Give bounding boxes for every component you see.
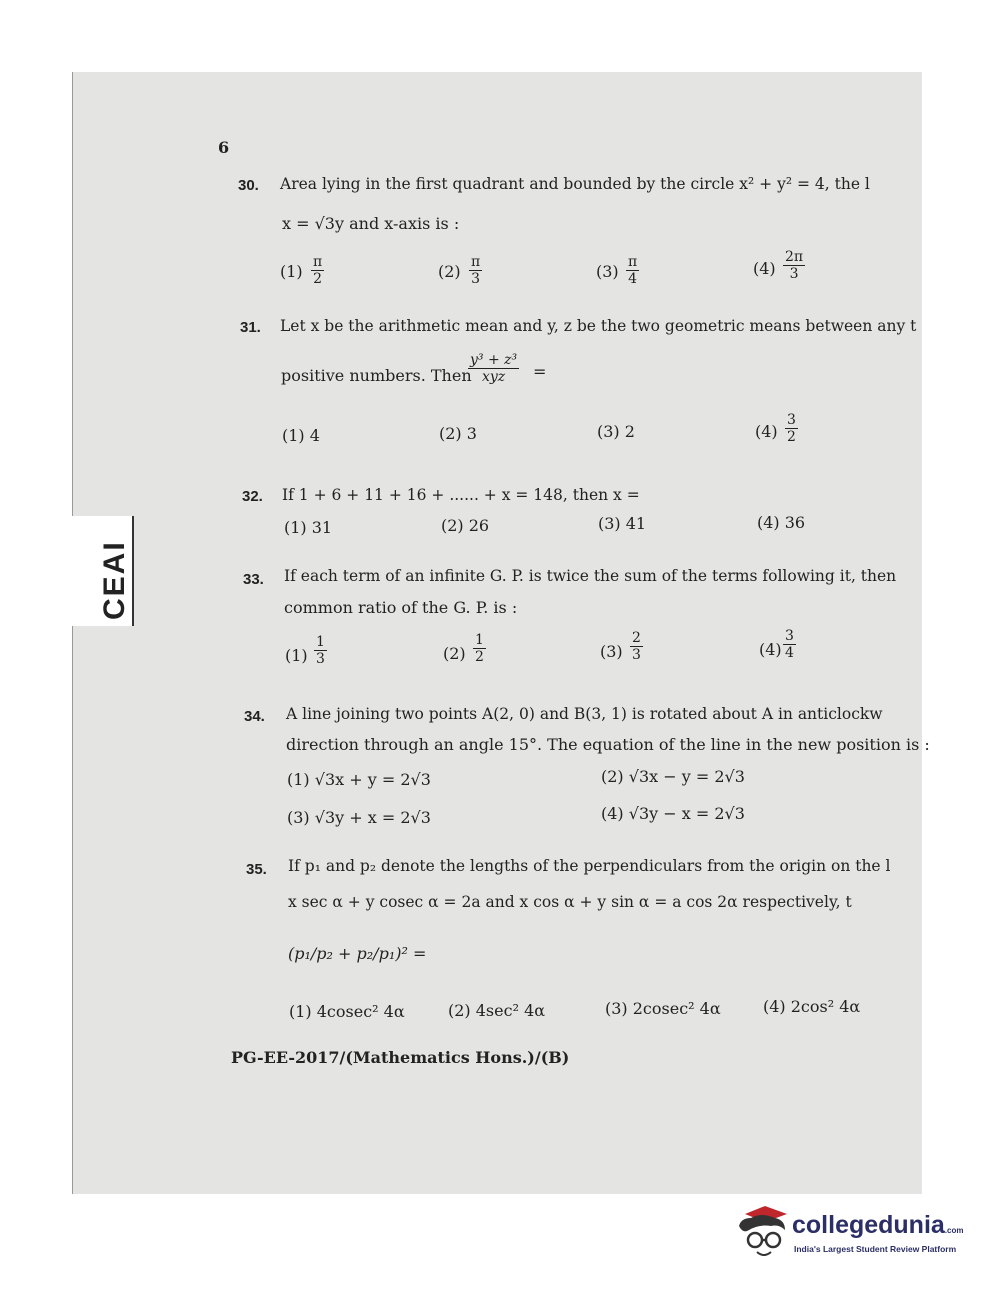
option-label: (1): [285, 646, 308, 665]
fraction: [311, 254, 324, 287]
denominator: 3: [789, 266, 799, 282]
question-number: 30.: [238, 177, 259, 194]
question-text: If 1 + 6 + 11 + 16 + ...... + x = 148, then x =: [282, 486, 640, 504]
option-label: (4) 36: [757, 513, 806, 532]
fraction: [314, 634, 327, 667]
option-label: (1) 4cosec² 4α: [289, 1002, 405, 1021]
question-number: 32.: [242, 488, 263, 505]
logo-tagline: India's Largest Student Review Platform: [794, 1244, 957, 1254]
fraction: [630, 630, 643, 663]
logo-name: collegedunia.com: [792, 1211, 964, 1239]
option-label: (2) √3x − y = 2√3: [601, 767, 745, 786]
question-number: 33.: [243, 571, 264, 588]
denominator: 3: [471, 271, 481, 287]
option-label: (2): [438, 262, 461, 281]
option-label: (1) 4: [282, 426, 320, 445]
option-label: (3) 2: [597, 422, 635, 441]
spine-label: CEAI: [98, 540, 131, 620]
question-text: Let x be the arithmetic mean and y, z be the two geometric means between any t: [280, 317, 917, 335]
option-label: (1): [280, 262, 303, 281]
denominator: 2: [475, 649, 484, 665]
question-text: x = √3y and x-axis is :: [282, 214, 460, 233]
fraction: [785, 412, 798, 445]
fraction: [626, 254, 639, 287]
option-label: (2) 4sec² 4α: [448, 1001, 546, 1020]
footer-code: PG-EE-2017/(Mathematics Hons.)/(B): [231, 1048, 570, 1067]
question-text: If each term of an infinite G. P. is twice the sum of the terms following it, then: [284, 567, 897, 585]
numerator: 3: [787, 412, 796, 428]
option-label: (1) 31: [284, 518, 333, 537]
fraction: [469, 254, 482, 287]
option-label: (4): [759, 640, 782, 659]
option-label: (4) √3y − x = 2√3: [601, 804, 745, 823]
denominator: 2: [787, 429, 796, 445]
question-number: 35.: [246, 861, 267, 878]
numerator: 3: [785, 628, 794, 644]
numerator: 2: [632, 630, 641, 646]
numerator: 1: [475, 632, 484, 648]
option-label: (3): [600, 642, 623, 661]
option-label: (3) 41: [598, 514, 647, 533]
question-text: If p₁ and p₂ denote the lengths of the perpendiculars from the origin on the l: [288, 857, 891, 875]
expression: (p₁/p₂ + p₂/p₁)² =: [288, 944, 427, 963]
option-label: (3) √3y + x = 2√3: [287, 808, 431, 827]
expression-fraction: [468, 352, 519, 385]
equals-sign: =: [533, 362, 547, 381]
denominator: 3: [632, 647, 641, 663]
numerator: π: [313, 254, 323, 270]
question-number: 34.: [244, 708, 265, 725]
question-text: positive numbers. Then: [281, 366, 472, 385]
option-label: (4): [755, 422, 778, 441]
fraction: [783, 628, 796, 661]
option-label: (2) 3: [439, 424, 477, 443]
question-text: direction through an angle 15°. The equation of the line in the new position is :: [286, 735, 930, 754]
denominator: 4: [785, 645, 794, 661]
question-text: common ratio of the G. P. is :: [284, 598, 518, 617]
numerator: π: [628, 254, 638, 270]
numerator: π: [471, 254, 481, 270]
numerator: 1: [316, 634, 325, 650]
option-label: (4) 2cos² 4α: [763, 997, 861, 1016]
question-number: 31.: [240, 319, 261, 336]
numerator: y³ + z³: [470, 352, 518, 368]
option-label: (1) √3x + y = 2√3: [287, 770, 431, 789]
option-label: (3) 2cosec² 4α: [605, 999, 721, 1018]
option-label: (3): [596, 262, 619, 281]
fraction: [783, 249, 805, 282]
page-number: 6: [218, 138, 230, 157]
denominator: xyz: [481, 369, 506, 385]
question-text: Area lying in the first quadrant and bounded by the circle x² + y² = 4, the l: [280, 175, 870, 193]
fraction: [473, 632, 486, 665]
option-label: (2) 26: [441, 516, 490, 535]
option-label: (4): [753, 259, 776, 278]
question-text: A line joining two points A(2, 0) and B(3, 1) is rotated about A in anticlockw: [286, 705, 883, 723]
numerator: 2π: [785, 249, 804, 265]
denominator: 3: [316, 651, 325, 667]
option-label: (2): [443, 644, 466, 663]
denominator: 4: [628, 271, 638, 287]
question-text: x sec α + y cosec α = 2a and x cos α + y sin α = a cos 2α respectively, t: [288, 893, 852, 911]
denominator: 2: [313, 271, 323, 287]
